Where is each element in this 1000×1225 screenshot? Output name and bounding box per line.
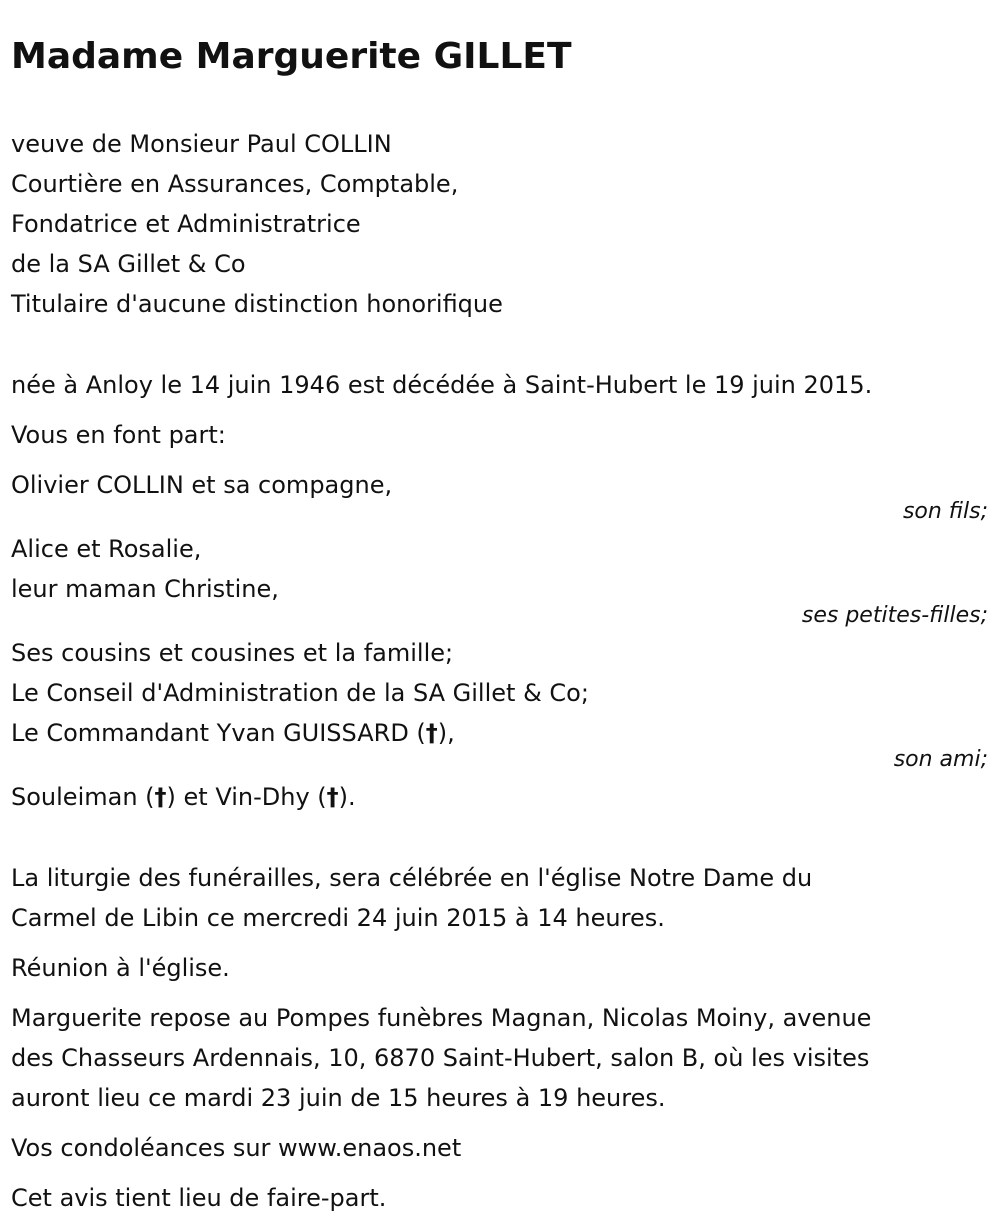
announce-line: Vous en font part:	[11, 421, 226, 449]
condolences-line: Vos condoléances sur www.enaos.net	[11, 1134, 462, 1162]
friend-line-suffix: ),	[437, 719, 455, 747]
intro-line: Courtière en Assurances, Comptable,	[11, 170, 459, 198]
last-line-part3: ).	[338, 783, 356, 811]
cross-icon: †	[425, 719, 438, 747]
cross-icon: †	[154, 783, 167, 811]
son-line: Olivier COLLIN et sa compagne,	[11, 471, 393, 499]
rest-line: auront lieu ce mardi 23 juin de 15 heures à 19 heures.	[11, 1084, 666, 1112]
granddaughters-role: ses petites-filles;	[801, 603, 988, 628]
cross-icon: †	[326, 783, 339, 811]
page-title: Madame Marguerite GILLET	[11, 36, 572, 77]
notice-line: Cet avis tient lieu de faire-part.	[11, 1184, 387, 1212]
granddaughters-line: Alice et Rosalie,	[11, 535, 202, 563]
last-family-line	[11, 777, 990, 817]
friend-role: son ami;	[893, 747, 988, 772]
intro-line: veuve de Monsieur Paul COLLIN	[11, 130, 392, 158]
intro-line: de la SA Gillet & Co	[11, 250, 246, 278]
friend-line-prefix: Le Commandant Yvan GUISSARD (	[11, 719, 426, 747]
liturgy-line: Carmel de Libin ce mercredi 24 juin 2015 à 14 heures.	[11, 904, 665, 932]
last-line-part1: Souleiman (	[11, 783, 155, 811]
last-line-part2: ) et Vin-Dhy (	[166, 783, 327, 811]
council-line: Le Conseil d'Administration de la SA Gillet & Co;	[11, 679, 589, 707]
intro-line: Titulaire d'aucune distinction honorifique	[11, 290, 503, 318]
intro-line: Fondatrice et Administratrice	[11, 210, 361, 238]
meeting-line: Réunion à l'église.	[11, 954, 230, 982]
granddaughters-mother-line: leur maman Christine,	[11, 575, 279, 603]
liturgy-line: La liturgie des funérailles, sera célébrée en l'église Notre Dame du	[11, 864, 813, 892]
birth-death-line: née à Anloy le 14 juin 1946 est décédée à Saint-Hubert le 19 juin 2015.	[11, 371, 873, 399]
cousins-line: Ses cousins et cousines et la famille;	[11, 639, 454, 667]
son-role: son fils;	[902, 499, 988, 524]
rest-line: Marguerite repose au Pompes funèbres Magnan, Nicolas Moiny, avenue	[11, 1004, 872, 1032]
rest-line: des Chasseurs Ardennais, 10, 6870 Saint-Hubert, salon B, où les visites	[11, 1044, 870, 1072]
